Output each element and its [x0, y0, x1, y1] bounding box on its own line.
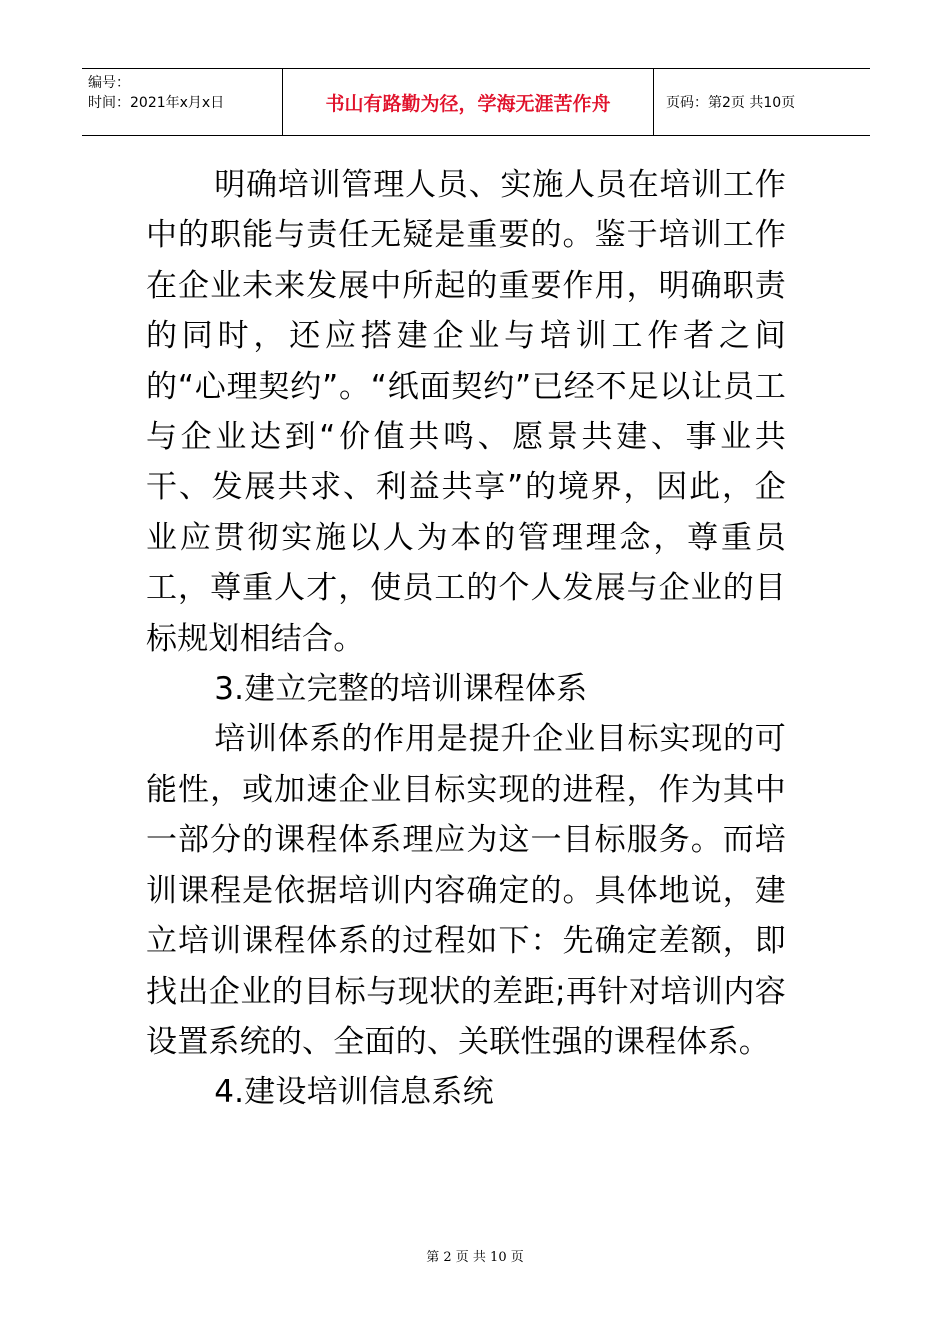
page-header: [82, 68, 870, 136]
header-motto: 书山有路勤为径，学海无涯苦作舟: [282, 69, 654, 135]
header-meta: [82, 69, 282, 135]
header-page-number: 页码：第2页 共10页: [666, 95, 796, 111]
section-heading: 4.建设培训信息系统: [214, 1074, 494, 1111]
document-date-label: 时间：2021年x月x日: [88, 95, 225, 111]
section-heading: 3.建立完整的培训课程体系: [214, 671, 588, 708]
page-footer: 第 2 页 共 10 页: [426, 1250, 524, 1265]
document-body: [146, 160, 786, 1118]
document-number-label: 编号：: [88, 75, 130, 91]
body-paragraph: 明确培训管理人员、实施人员在培训工作中的职能与责任无疑是重要的。鉴于培训工作在企业未来发展中所起的重要作用，明确职责的同时，还应搭建企业与培训工作者之间的“心理契约”。“纸面契约”已经不足以让员工与企业达到“价值共鸣、愿景共建、事业共干、发展共求、利益共享”的境界，因此，企业应贯彻实施以人为本的管理理念，尊重员工，尊重人才，使员工的个人发展与企业的目标规划相结合。: [146, 167, 786, 657]
body-paragraph: 培训体系的作用是提升企业目标实现的可能性，或加速企业目标实现的进程，作为其中一部分的课程体系理应为这一目标服务。而培训课程是依据培训内容确定的。具体地说，建立培训课程体系的过程如下：先确定差额，即找出企业的目标与现状的差距;再针对培训内容设置系统的、全面的、关联性强的课程体系。: [146, 721, 786, 1060]
